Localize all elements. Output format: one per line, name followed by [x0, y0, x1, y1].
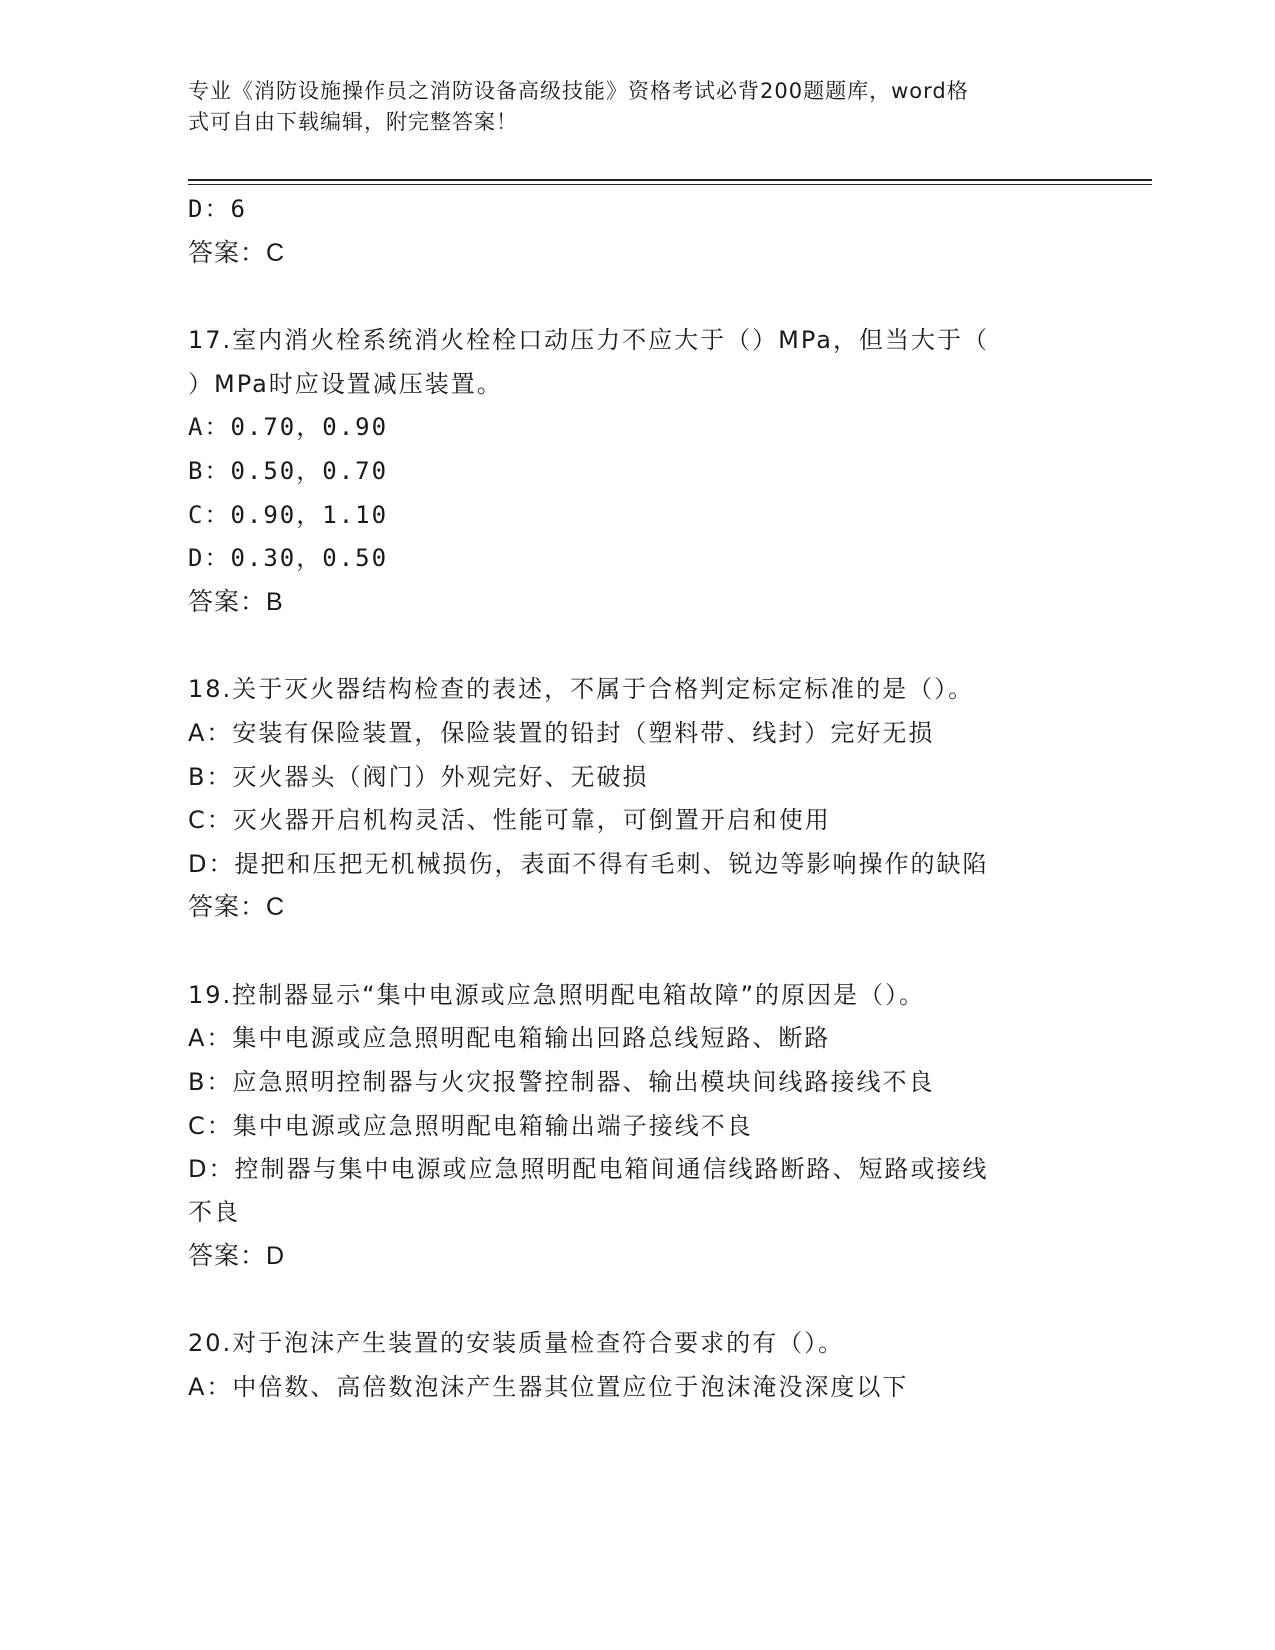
- q17-option-b: B：0.50，0.70: [188, 457, 389, 485]
- prev-answer: 答案：C: [188, 239, 286, 267]
- q17-option-d: D：0.30，0.50: [188, 544, 389, 572]
- header-divider: [188, 179, 1152, 181]
- q20-stem: 20.对于泡沫产生装置的安装质量检查符合要求的有（）。: [188, 1329, 845, 1357]
- header-divider-thin: [188, 184, 1152, 185]
- q17-stem-line-2: ）MPa时应设置减压装置。: [188, 370, 503, 398]
- q19-answer: 答案：D: [188, 1242, 286, 1270]
- q18-option-b: B：灭火器头（阀门）外观完好、无破损: [188, 763, 649, 791]
- q19-option-c: C：集中电源或应急照明配电箱输出端子接线不良: [188, 1112, 753, 1140]
- document-header: [188, 76, 1068, 138]
- q20-option-a: A：中倍数、高倍数泡沫产生器其位置应位于泡沫淹没深度以下: [188, 1373, 909, 1401]
- prev-option-d: D：6: [188, 195, 247, 223]
- header-line-1: 专业《消防设施操作员之消防设备高级技能》资格考试必背200题题库，word格: [188, 79, 969, 103]
- q17-option-c: C：0.90，1.10: [188, 501, 389, 529]
- q19-option-d-line-1: D：控制器与集中电源或应急照明配电箱间通信线路断路、短路或接线: [188, 1155, 989, 1183]
- q17-answer: 答案：B: [188, 588, 284, 616]
- q17-option-a: A：0.70，0.90: [188, 413, 389, 441]
- q18-option-a: A：安装有保险装置，保险装置的铅封（塑料带、线封）完好无损: [188, 719, 935, 747]
- q19-option-d-line-2: 不良: [188, 1198, 240, 1226]
- q19-option-a: A：集中电源或应急照明配电箱输出回路总线短路、断路: [188, 1024, 831, 1052]
- q19-option-b: B：应急照明控制器与火灾报警控制器、输出模块间线路接线不良: [188, 1068, 935, 1096]
- header-line-2: 式可自由下载编辑，附完整答案！: [188, 110, 518, 134]
- q17-stem-line-1: 17.室内消火栓系统消火栓栓口动压力不应大于（）MPa，但当大于（: [188, 326, 989, 354]
- q19-stem: 19.控制器显示“集中电源或应急照明配电箱故障”的原因是（）。: [188, 981, 926, 1009]
- q18-stem: 18.关于灭火器结构检查的表述，不属于合格判定标定标准的是（）。: [188, 675, 975, 703]
- q18-answer: 答案：C: [188, 893, 286, 921]
- q18-option-d: D：提把和压把无机械损伤，表面不得有毛刺、锐边等影响操作的缺陷: [188, 850, 989, 878]
- q18-option-c: C：灭火器开启机构灵活、性能可靠，可倒置开启和使用: [188, 806, 831, 834]
